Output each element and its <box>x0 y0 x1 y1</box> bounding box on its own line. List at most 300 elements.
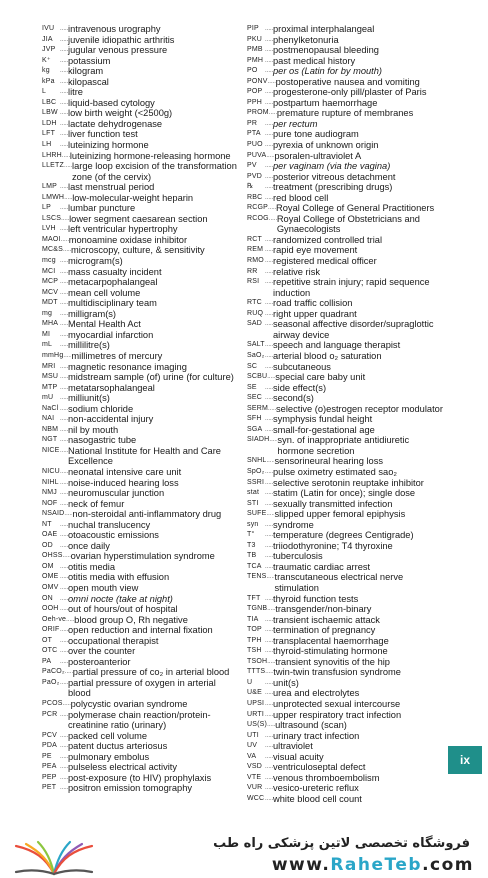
dot-leader <box>60 414 68 425</box>
abbreviation-definition: ultrasound (scan) <box>275 720 347 731</box>
abbreviation-definition: rapid eye movement <box>273 245 358 256</box>
abbreviation-code: mcg <box>42 257 56 265</box>
abbreviation-entry <box>247 340 447 351</box>
abbreviation-entry <box>247 298 447 309</box>
abbreviation-entry <box>42 362 238 373</box>
abbreviation-entry <box>42 541 238 552</box>
abbreviation-entry <box>247 140 447 151</box>
dot-leader <box>265 752 273 763</box>
abbreviation-entry <box>247 615 447 626</box>
abbreviation-code: MHA <box>42 320 59 328</box>
abbreviation-entry <box>42 245 238 256</box>
abbreviation-code: NBM <box>42 425 59 433</box>
abbreviation-code: RBC <box>247 193 263 201</box>
dot-leader <box>265 129 273 140</box>
abbreviation-definition: otitis media <box>68 561 116 572</box>
abbreviation-entry <box>247 372 447 383</box>
abbreviation-code: SNHL <box>247 457 267 465</box>
abbreviation-definition: positron emission tomography <box>68 783 193 794</box>
dot-leader <box>60 98 68 109</box>
abbreviation-code: NGT <box>42 436 58 444</box>
dot-leader <box>60 203 68 214</box>
abbreviation-entry <box>247 108 447 119</box>
abbreviation-entry <box>42 214 238 225</box>
abbreviation-entry <box>42 256 238 267</box>
abbreviation-code: LP <box>42 204 51 212</box>
abbreviation-definition: thyroid-stimulating hormone <box>273 646 388 657</box>
dot-leader <box>60 446 68 467</box>
abbreviation-entry <box>247 161 447 172</box>
abbreviation-entry <box>247 203 447 214</box>
abbreviation-code: OAE <box>42 531 58 539</box>
abbreviation-entry <box>247 488 447 499</box>
abbreviation-definition: per vaginam (via the vagina) <box>273 161 391 172</box>
abbreviation-entry <box>42 509 238 520</box>
abbreviation-code: LVH <box>42 225 56 233</box>
abbreviation-entry <box>42 520 238 531</box>
abbreviation-code: VUR <box>247 784 263 792</box>
abbreviation-entry <box>247 699 447 710</box>
abbreviation-definition: lactate dehydrogenase <box>68 118 163 129</box>
dot-leader <box>60 478 68 489</box>
abbreviation-definition: repetitive strain injury; rapid sequence induction <box>273 277 430 298</box>
dot-leader <box>60 140 68 151</box>
abbreviation-code: NSAID <box>42 510 65 518</box>
dot-leader <box>265 425 273 436</box>
dot-leader <box>60 77 68 88</box>
abbreviation-code: PET <box>42 784 57 792</box>
abbreviation-definition: monoamine oxidase inhibitor <box>68 234 188 245</box>
abbreviation-code: VTE <box>247 773 262 781</box>
dot-leader <box>60 372 68 383</box>
abbreviation-entry <box>42 625 238 636</box>
dot-leader <box>266 509 274 520</box>
abbreviation-entry <box>247 572 447 593</box>
abbreviation-definition: pure tone audiogram <box>273 129 359 140</box>
abbreviation-definition: blood group O, Rh negative <box>74 614 188 625</box>
abbreviation-definition: syn. of inappropriate antidiuretic hormone secretion <box>277 435 410 456</box>
url-suffix: .com <box>422 855 474 875</box>
dot-leader <box>265 773 273 784</box>
abbreviation-code: ℞ <box>247 183 254 191</box>
abbreviation-entry <box>247 562 447 573</box>
abbreviation-entry <box>247 509 447 520</box>
abbreviation-code: MCI <box>42 267 56 275</box>
abbreviation-definition: statim (Latin for once); single dose <box>273 488 416 499</box>
abbreviation-definition: past medical history <box>273 55 356 66</box>
abbreviation-entry <box>247 435 447 456</box>
abbreviation-code: UPSI <box>247 700 265 707</box>
abbreviation-entry <box>247 478 447 489</box>
abbreviation-definition: non-accidental injury <box>68 414 154 425</box>
abbreviation-definition: side effect(s) <box>273 382 327 393</box>
abbreviation-entry <box>42 657 238 668</box>
abbreviation-definition: nuchal translucency <box>68 519 151 530</box>
abbreviation-code: PPH <box>247 98 262 106</box>
abbreviation-definition: progesterone-only pill/plaster of Paris <box>273 87 427 98</box>
abbreviation-entry <box>247 393 447 404</box>
abbreviation-definition: mean cell volume <box>68 287 141 298</box>
abbreviation-code: RCT <box>247 235 262 243</box>
dot-leader <box>267 604 275 615</box>
dot-leader <box>60 762 68 773</box>
abbreviation-entry <box>42 783 238 794</box>
abbreviation-code: Oeh-ve <box>42 615 67 623</box>
dot-leader <box>60 288 68 299</box>
abbreviation-code: PROM <box>247 109 269 117</box>
footer-banner <box>0 832 488 878</box>
abbreviation-entry <box>247 520 447 531</box>
abbreviation-code: stat <box>247 489 260 497</box>
abbreviation-code: OHSS <box>42 552 63 560</box>
abbreviation-entry <box>247 383 447 394</box>
abbreviation-code: PIP <box>247 25 259 32</box>
abbreviation-code: MC&S <box>42 246 64 254</box>
url-prefix: www. <box>271 855 331 875</box>
abbreviation-definition: relative risk <box>273 266 321 277</box>
dot-leader <box>60 119 68 130</box>
abbreviation-code: TOP <box>247 626 262 634</box>
dot-leader <box>265 182 273 193</box>
abbreviation-code: MDT <box>42 299 58 307</box>
abbreviation-code: PUO <box>247 141 263 149</box>
abbreviation-definition: proximal interphalangeal <box>273 24 375 34</box>
abbreviation-entry <box>42 530 238 541</box>
abbreviation-definition: multidisciplinary team <box>68 298 157 309</box>
abbreviation-code: NICU <box>42 467 60 475</box>
dot-leader <box>60 56 68 67</box>
abbreviation-definition: noise-induced hearing loss <box>68 477 179 488</box>
abbreviation-entry <box>247 277 447 298</box>
abbreviation-definition: tuberculosis <box>273 551 323 562</box>
dot-leader <box>265 741 273 752</box>
dot-leader <box>265 277 273 298</box>
dot-leader <box>265 383 273 394</box>
abbreviation-code: OD <box>42 541 53 549</box>
dot-leader <box>265 467 273 478</box>
abbreviation-code: MTP <box>42 383 58 391</box>
abbreviation-code: TPH <box>247 636 262 644</box>
dot-leader <box>267 657 275 668</box>
dot-leader <box>265 783 273 794</box>
abbreviation-definition: metatarsophalangeal <box>68 382 155 393</box>
abbreviation-code: LMP <box>42 183 57 191</box>
abbreviation-definition: luteinizing hormone <box>68 140 149 151</box>
abbreviation-entry <box>42 151 238 162</box>
dot-leader <box>265 636 273 647</box>
abbreviation-code: mg <box>42 309 53 317</box>
dot-leader <box>265 499 273 510</box>
abbreviation-entry <box>42 752 238 763</box>
dot-leader <box>60 625 68 636</box>
dot-leader <box>60 572 68 583</box>
abbreviation-entry <box>42 224 238 235</box>
abbreviation-code: OTC <box>42 647 58 655</box>
abbreviation-definition: registered medical officer <box>273 256 377 267</box>
abbreviation-entry <box>247 182 447 193</box>
abbreviation-definition: liquid-based cytology <box>68 97 155 108</box>
abbreviation-entry <box>42 298 238 309</box>
abbreviation-entry <box>42 372 238 383</box>
dot-leader <box>267 372 275 383</box>
abbreviation-code: PVD <box>247 172 262 180</box>
abbreviation-definition: venous thromboembolism <box>273 772 380 783</box>
dot-leader <box>265 362 273 373</box>
abbreviation-definition: ovarian hyperstimulation syndrome <box>70 551 215 562</box>
abbreviation-entry <box>247 657 447 668</box>
abbreviation-code: SIADH <box>247 436 270 444</box>
abbreviation-entry <box>247 267 447 278</box>
abbreviation-code: TCA <box>247 562 262 570</box>
dot-leader <box>265 319 273 340</box>
abbreviation-entry <box>247 688 447 699</box>
abbreviation-code: MCP <box>42 278 59 286</box>
abbreviation-code: NIHL <box>42 478 59 486</box>
dot-leader <box>265 45 273 56</box>
dot-leader <box>60 604 68 615</box>
abbreviation-entry <box>247 794 447 805</box>
abbreviation-entry <box>247 151 447 162</box>
abbreviation-entry <box>42 340 238 351</box>
abbreviation-definition: temperature (degrees Centigrade) <box>273 530 414 541</box>
abbreviation-code: PKU <box>247 35 262 43</box>
abbreviation-code: RMO <box>247 257 264 265</box>
abbreviation-definition: partial pressure of oxygen in arterial blood <box>68 677 216 699</box>
abbreviation-definition: syndrome <box>273 519 314 530</box>
abbreviation-code: mL <box>42 341 53 349</box>
abbreviation-entry <box>247 667 447 678</box>
dot-leader <box>266 456 274 467</box>
abbreviation-code: ORIF <box>42 626 60 634</box>
abbreviation-definition: kilopascal <box>68 76 109 87</box>
abbreviation-definition: omni nocte (take at night) <box>68 593 173 604</box>
dot-leader <box>60 66 68 77</box>
dot-leader <box>268 404 276 415</box>
dot-leader <box>60 752 68 763</box>
abbreviation-definition: unit(s) <box>273 677 299 688</box>
dot-leader <box>265 520 273 531</box>
dot-leader <box>269 108 277 119</box>
abbreviation-definition: selective serotonin reuptake inhibitor <box>273 477 424 488</box>
abbreviation-entry <box>42 404 238 415</box>
dot-leader <box>60 35 68 46</box>
abbreviation-code: US(S) <box>247 721 268 729</box>
abbreviation-entry <box>42 193 238 204</box>
abbreviation-definition: sodium chloride <box>68 403 134 414</box>
abbreviation-code: LBC <box>42 98 57 106</box>
abbreviation-definition: open mouth view <box>68 582 139 593</box>
abbreviation-code: PMH <box>247 56 264 64</box>
abbreviation-definition: Mental Health Act <box>68 319 141 330</box>
abbreviation-entry <box>42 478 238 489</box>
abbreviation-definition: polymerase chain reaction/protein-creatinine ratio (urinary) <box>68 709 211 731</box>
abbreviation-entry <box>247 625 447 636</box>
abbreviation-code: IVU <box>42 25 55 32</box>
abbreviation-definition: milliunit(s) <box>68 393 110 404</box>
dot-leader <box>60 541 68 552</box>
abbreviation-definition: pyrexia of unknown origin <box>273 140 379 151</box>
abbreviation-entry <box>42 140 238 151</box>
abbreviation-entry <box>42 467 238 478</box>
abbreviation-entry <box>247 24 447 35</box>
abbreviation-code: TENS <box>247 573 267 581</box>
abbreviation-entry <box>247 35 447 46</box>
dot-leader <box>265 56 273 67</box>
abbreviation-definition: postpartum haemorrhage <box>273 97 378 108</box>
dot-leader <box>63 699 71 710</box>
dot-leader <box>60 256 68 267</box>
abbreviation-entry <box>247 762 447 773</box>
abbreviation-definition: partial pressure of co₂ in arterial blood <box>72 667 230 678</box>
abbreviation-definition: microgram(s) <box>68 256 123 267</box>
abbreviation-definition: myocardial infarction <box>68 329 154 340</box>
abbreviation-code: VA <box>247 752 257 760</box>
abbreviation-entry <box>42 762 238 773</box>
dot-leader <box>265 688 273 699</box>
abbreviation-entry <box>42 277 238 288</box>
abbreviation-entry <box>42 499 238 510</box>
dot-leader <box>265 172 273 183</box>
abbreviation-definition: postoperative nausea and vomiting <box>275 76 420 87</box>
dot-leader <box>265 710 273 721</box>
abbreviation-definition: urinary tract infection <box>273 730 360 741</box>
abbreviation-definition: posteroanterior <box>68 656 131 667</box>
dot-leader <box>61 214 69 225</box>
abbreviation-definition: transcutaneous electrical nerve stimulation <box>274 572 404 593</box>
abbreviation-code: NMJ <box>42 489 57 497</box>
abbreviation-entry <box>247 45 447 56</box>
abbreviation-code: PA <box>42 657 52 665</box>
abbreviation-code: TFT <box>247 594 261 602</box>
abbreviation-definition: slipped upper femoral epiphysis <box>274 509 406 520</box>
dot-leader <box>60 129 68 140</box>
abbreviation-entry <box>247 404 447 415</box>
abbreviation-definition: red blood cell <box>273 192 329 203</box>
abbreviation-definition: thyroid function tests <box>273 593 359 604</box>
abbreviation-column-left <box>42 24 238 794</box>
dot-leader <box>60 562 68 573</box>
dot-leader <box>265 256 273 267</box>
abbreviation-definition: non-steroidal anti-inflammatory drug <box>72 509 222 520</box>
abbreviation-code: T° <box>247 531 255 539</box>
abbreviation-definition: last menstrual period <box>68 182 155 193</box>
abbreviation-code: PEP <box>42 773 57 781</box>
abbreviation-code: SCBU <box>247 373 268 381</box>
abbreviation-definition: per os (Latin for by mouth) <box>273 66 383 77</box>
abbreviation-code: PEA <box>42 763 57 771</box>
dot-leader <box>265 193 273 204</box>
dot-leader <box>63 351 71 362</box>
dot-leader <box>60 783 68 794</box>
dot-leader <box>60 182 68 193</box>
abbreviation-code: ON <box>42 594 53 602</box>
abbreviation-definition: left ventricular hypertrophy <box>68 224 178 235</box>
abbreviation-code: LLETZ <box>42 162 65 170</box>
dot-leader <box>60 710 68 731</box>
dot-leader <box>60 330 68 341</box>
abbreviation-definition: milligram(s) <box>68 308 117 319</box>
dot-leader <box>62 151 70 162</box>
abbreviation-code: LDH <box>42 119 57 127</box>
abbreviation-entry <box>42 330 238 341</box>
dot-leader <box>265 646 273 657</box>
abbreviation-definition: white blood cell count <box>273 793 362 804</box>
dot-leader <box>60 362 68 373</box>
abbreviation-code: U&E <box>247 689 262 697</box>
abbreviation-entry <box>247 87 447 98</box>
abbreviation-definition: millimetres of mercury <box>71 350 163 361</box>
dot-leader <box>60 530 68 541</box>
abbreviation-entry <box>42 24 238 35</box>
dot-leader <box>265 699 273 710</box>
dot-leader <box>265 762 273 773</box>
abbreviation-definition: lumbar puncture <box>68 203 136 214</box>
dot-leader <box>60 499 68 510</box>
abbreviation-code: VSD <box>247 763 262 771</box>
abbreviation-entry <box>42 319 238 330</box>
abbreviation-code: LBW <box>42 109 58 117</box>
abbreviation-definition: juvenile idiopathic arthritis <box>68 34 175 45</box>
dot-leader <box>265 267 273 278</box>
abbreviation-entry <box>42 98 238 109</box>
dot-leader <box>64 509 72 520</box>
abbreviation-definition: occupational therapist <box>68 635 159 646</box>
abbreviation-code: MI <box>42 330 51 338</box>
abbreviation-entry <box>247 129 447 140</box>
dot-leader <box>60 383 68 394</box>
abbreviation-definition: once daily <box>68 540 110 551</box>
abbreviation-definition: litre <box>68 87 83 98</box>
abbreviation-code: OMV <box>42 583 59 591</box>
abbreviation-entry <box>247 351 447 362</box>
dot-leader <box>64 193 72 204</box>
dot-leader <box>60 24 68 35</box>
abbreviation-definition: otitis media with effusion <box>68 572 170 583</box>
abbreviation-entry <box>247 319 447 340</box>
dot-leader <box>265 667 273 678</box>
book-logo-icon <box>6 834 102 878</box>
abbreviation-code: RCGP <box>247 204 269 212</box>
abbreviation-code: PV <box>247 162 257 170</box>
abbreviation-code: URTI <box>247 710 265 718</box>
dot-leader <box>60 319 68 330</box>
dot-leader <box>60 404 68 415</box>
abbreviation-definition: transgender/non-binary <box>275 604 372 615</box>
abbreviation-entry <box>247 467 447 478</box>
abbreviation-definition: transient ischaemic attack <box>273 614 380 625</box>
abbreviation-definition: over the counter <box>68 646 136 657</box>
abbreviation-code: UV <box>247 742 258 750</box>
dot-leader <box>61 235 69 246</box>
abbreviation-definition: psoralen-ultraviolet A <box>274 150 362 161</box>
footer-url[interactable] <box>272 855 474 875</box>
abbreviation-code: STI <box>247 499 259 507</box>
abbreviation-entry <box>247 710 447 721</box>
abbreviation-entry <box>42 119 238 130</box>
abbreviation-code: mmHg <box>42 351 64 359</box>
abbreviation-code: SALT <box>247 341 265 349</box>
dot-leader <box>60 636 68 647</box>
abbreviation-entry <box>247 56 447 67</box>
footer-store-title: فروشگاه تخصصی لاتین پزشکی راه طب <box>213 836 470 851</box>
abbreviation-entry <box>247 235 447 246</box>
abbreviation-entry <box>247 172 447 183</box>
dot-leader <box>266 572 274 593</box>
dot-leader <box>60 425 68 436</box>
abbreviation-definition: liver function test <box>68 129 138 140</box>
abbreviation-entry <box>42 383 238 394</box>
abbreviation-definition: triiodothyronine; T4 thyroxine <box>273 540 393 551</box>
